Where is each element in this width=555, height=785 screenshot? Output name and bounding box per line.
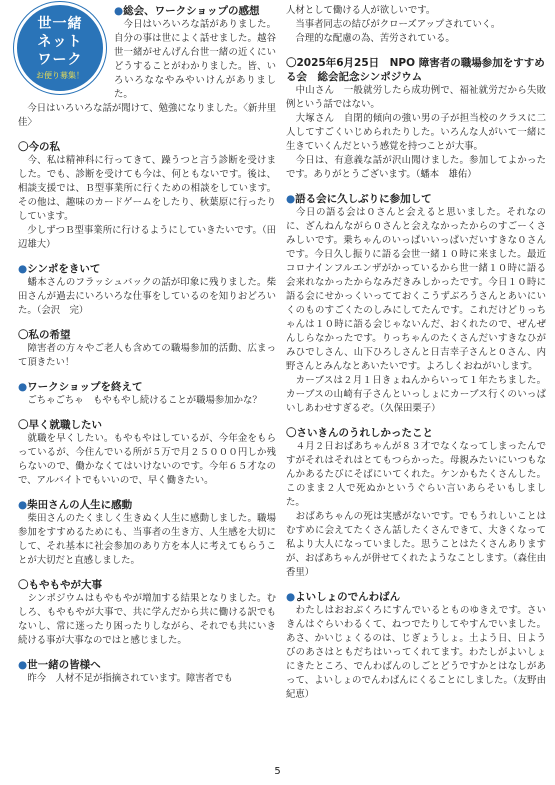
article-paragraph: 今日の語る会は０さんと会えると思いました。それなのに、ざんねんながら０さんと会えなかったからのすごーくさみしいです。乗ちゃんのいっぱいいっぱいだいすきな０さんです。今日久し振りに語る会世一緒１０時に来ました。最近コロナインフルエンザがかっているから世一緒１０時に語る会来れなかったからなみだきみしかったです。今日１０時に語る会にせかっくいってておくこうずぶろうさんとあいにいくのものすごくたのしみにしてたんです。これだけどりっちゃんは１０時に語る会じゃないんだ、おくれたので、ぜんぜんしらなかったです。りっちゃんのたくさんだいすきなひがみひでしさん、山下ひろしさんと日吉幸子さんと０さん、内野さんとみんなとあいたいです。よろしくおねがいします。 bbox=[286, 207, 546, 372]
bullet-icon: ● bbox=[18, 499, 28, 511]
article-heading: 〇今の私 bbox=[18, 141, 60, 153]
article-paragraph: 今日は、有意義な話が沢山聞けました。参加してよかったです。ありがとうございます。（蟠本 雄佑） bbox=[286, 155, 546, 180]
article-paragraph: 就職を早くしたい。もやもやはしているが、今年金をもらっているが、今住んでいる所が５万で月２５０００円しか残らないので、働かなくてはいけないのです。今年６５才なので、アルバイトでもいいので、早く働きたい。 bbox=[18, 433, 276, 486]
article-section bbox=[18, 380, 276, 408]
article-section bbox=[18, 262, 276, 318]
logo-line2: ネット bbox=[37, 33, 83, 50]
page-number: 5 bbox=[274, 766, 281, 777]
article-paragraph: カーブスは２月１日きょねんからいって１年たちました。カーブスの山崎有子さんといっしょにカーブス行くのいっぱいしあわせすぎるぞ。（久保田栗子） bbox=[286, 375, 546, 414]
article-paragraph: 人材として働ける人が欲しいです。 bbox=[286, 5, 436, 16]
article-heading: 〇2025年6月25日 NPO 障害者の職場参加をすすめる会 総会記念シンポジウム bbox=[286, 57, 545, 83]
article-section bbox=[18, 498, 276, 568]
article-section bbox=[18, 658, 276, 686]
right-column bbox=[286, 4, 546, 702]
article-paragraph: 今、私は精神科に行ってきて、躁うつと言う診断を受けました。でも、診断を受けても今は、何ともないです。後は、相談支援では、Ｂ型事業所に行くための相談をしています。その他は、趣味のカードゲームをしたり、秋葉原に行ったりしています。 bbox=[18, 155, 276, 222]
logo-tagline: お便り募集！ bbox=[36, 70, 84, 80]
article-paragraph: 中山さん 一般就労したら成功例で、福祉就労だから失敗例という話ではない。 bbox=[286, 85, 546, 110]
article-paragraph: わたしはおおぶくろにすんでいるとものゆきえです。さいきんはぐらいわるくて、ねつでたりしてやすんでいました。あさ、かいじょくるのは、じぎょうしょ。土よう日、日ようびのあさはともだちはいってくれてます。わたしがよいしょにきたところ、でんわばんのしごとどうですかとはなしがあって、よいしょのでんわばんにくることにしました。（友野由紀恵） bbox=[286, 605, 546, 700]
article-section bbox=[286, 56, 546, 182]
article-heading: ●総会、ワークショップの感想 bbox=[114, 5, 260, 17]
bullet-icon: ● bbox=[18, 659, 28, 671]
bullet-icon: ● bbox=[286, 193, 296, 205]
article-heading: ●世一緒の皆様へ bbox=[18, 659, 101, 671]
article-heading: ●シンポをきいて bbox=[18, 263, 101, 275]
article-heading: 〇早く就職したい bbox=[18, 419, 102, 431]
article-section bbox=[18, 578, 276, 648]
article-section bbox=[286, 426, 546, 580]
article-paragraph: 今日はいろいろな話が聞けて、勉強になりました。〈新井里佳〉 bbox=[18, 103, 276, 128]
bullet-icon: ● bbox=[286, 591, 296, 603]
article-paragraph: 今日はいろいろな話がありました。自分の事は世によく話せました。越谷世一緒がせんげん台世一緒の近くにいどうすることがわかりました。皆、いろいろななやみやいけんがありました。 bbox=[114, 19, 276, 100]
article-section bbox=[286, 4, 546, 46]
article-paragraph: 当事者同志の結びがクローズアップされていく。 bbox=[286, 19, 501, 30]
article-paragraph: 昨今 人材不足が指摘されています。障害者でも bbox=[18, 673, 233, 684]
article-paragraph: 障害者の方々やご老人も含めての職場参加的活動、広まって頂きたい！ bbox=[18, 343, 276, 368]
bullet-icon: ● bbox=[18, 381, 28, 393]
article-paragraph: 柴田さんのたくましく生きぬく人生に感動しました。職場参加をすすめるためにも、当事者の生き方、人生感を大切にして、それ基本に社会参加のあり方を本人に考えてもらうことが大切だと直感しました。 bbox=[18, 513, 276, 566]
article-section bbox=[18, 140, 276, 252]
article-paragraph: 合理的な配慮の為、苦労されている。 bbox=[286, 33, 455, 44]
logo-badge bbox=[14, 2, 106, 94]
article-section bbox=[18, 418, 276, 488]
article-heading: ●柴田さんの人生に感動 bbox=[18, 499, 133, 511]
article-section bbox=[18, 328, 276, 370]
article-section bbox=[286, 590, 546, 702]
article-paragraph: 蟠本さんのフラッシュバックの話が印象に残りました。柴田さんが過去にいろいろな仕事をしているのを知りおどろいた。（会沢 完） bbox=[18, 277, 276, 316]
article-paragraph: シンポジウムはもやもやが増加する結果となりました。むしろ、もやもやが大事で、共に学んだから共に働ける訳でもないし、常に迷ったり困ったりしながら、それでも共にいき続ける事が大事なのではと感じました。 bbox=[18, 593, 276, 646]
article-heading: 〇私の希望 bbox=[18, 329, 71, 341]
article-paragraph: おばあちゃんの死は実感がないです。でもうれしいことはむすめに会えてたくさん話したくさんできて、大きくなって私より大人になっていました。思うことはたくさんありますが、おばあちゃんが併せてくれたようなことします。（森住由香里） bbox=[286, 511, 546, 578]
article-paragraph: ４月２日おばあちゃんが８３才でなくなってしまったんですがそれはそれはとてもつらかった。母親みたいにいつもなんかあるたびにそばにいてくれた。ケンかもたくさんした。このまま２人で死ぬかというぐらい言いあらそいもしました。 bbox=[286, 441, 546, 508]
article-paragraph: ごちゃごちゃ もやもやし続けることが職場参加かな？ bbox=[18, 395, 262, 406]
article-paragraph: 少しずつＢ型事業所に行けるようにしていきたいです。（田辺雄大） bbox=[18, 225, 276, 250]
article-heading: 〇さいきんのうれしかったこと bbox=[286, 427, 433, 439]
bullet-icon: ● bbox=[18, 263, 28, 275]
left-column bbox=[18, 4, 276, 686]
article-section bbox=[286, 192, 546, 416]
article-heading: ●ワークショップを終えて bbox=[18, 381, 143, 393]
article-heading: 〇もやもやが大事 bbox=[18, 579, 102, 591]
article-heading: ●よいしょのでんわばん bbox=[286, 591, 401, 603]
bullet-icon: ● bbox=[114, 5, 124, 17]
article-heading: ●語る会に久しぶりに参加して bbox=[286, 193, 432, 205]
newsletter-logo bbox=[12, 0, 108, 94]
logo-line3: ワーク bbox=[37, 51, 83, 68]
article-paragraph: 大塚さん 自閉的傾向の強い男の子が担当校のクラスに二人してすごくいじめられたりした。いろんな人がいて一緒に生きていくんだという感覚を持つことが大事。 bbox=[286, 113, 546, 152]
logo-line1: 世一緒 bbox=[37, 15, 83, 32]
